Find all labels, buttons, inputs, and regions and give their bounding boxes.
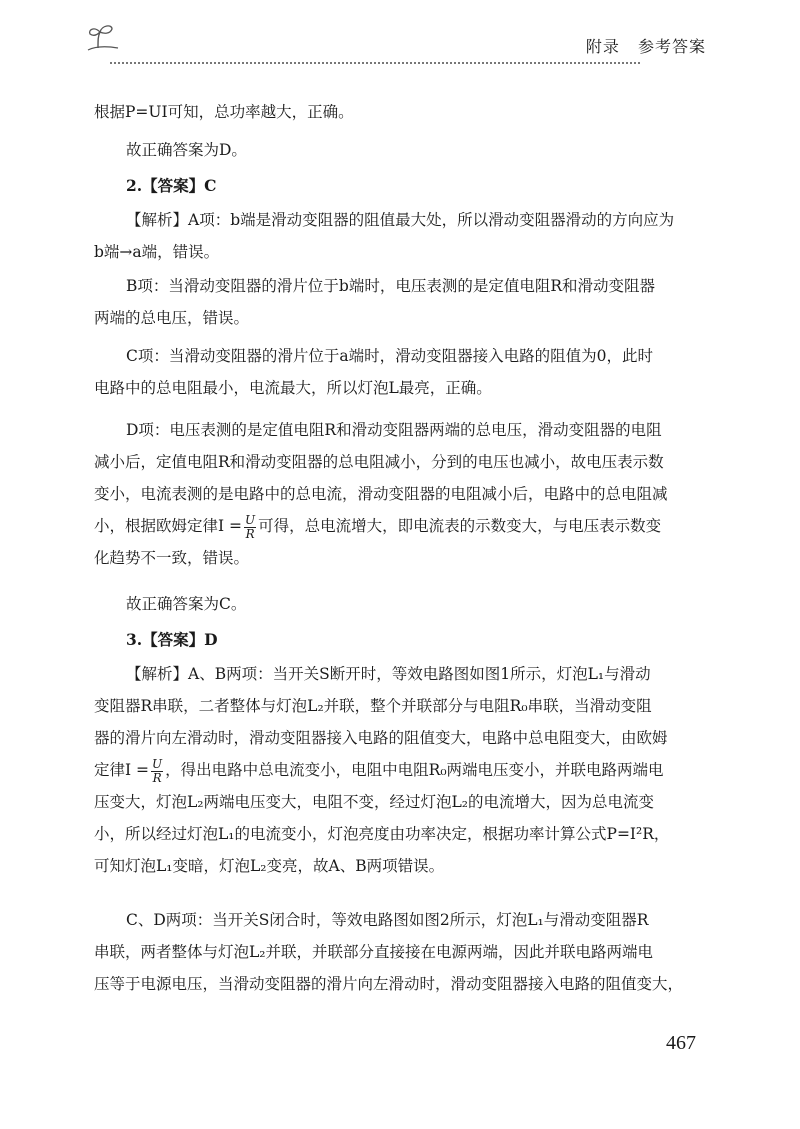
q3-analysis-ab: 【解析】A、B两项：当开关S断开时，等效电路图如图1所示，灯泡L₁与滑动 变阻器R串联，二者整体与灯泡L₂并联，整个并联部分与电阻R₀串联，当滑动变阻 器的滑片向左滑动时，滑动变阻器接入电路的阻值变大，电路中总电阻变大，由欧姆 定律I = $\frac{U}{R}$ ，得出电路中总电流变小，电阻中电阻R₀两端电压变小，并联电路两端电 压变大，灯泡L₂两端电压变大，电阻不变，经过灯泡L₂的电流增大，因为总电流变 小，所以经过灯泡L₁的电流变小，灯泡亮度由功率决定，根据功率计算公式P=I²R， 可知灯泡L₁变暗，灯泡L₂变亮，故A、B两项错误。 bbox=[126, 658, 698, 882]
ohm-law-fraction: $\frac{U}{R}$ bbox=[245, 512, 256, 541]
appendix-label: 附录 bbox=[585, 37, 620, 56]
paragraph-q1-answer: 故正确答案为D。 bbox=[126, 141, 247, 159]
q2-final-answer: 故正确答案为C。 bbox=[126, 595, 247, 613]
page-number: 467 bbox=[666, 1032, 696, 1054]
q2-analysis-d: D项：电压表测的是定值电阻R和滑动变阻器两端的总电压，滑动变阻器的电阻 减小后，定值电阻R和滑动变阻器的总电阻减小，分到的电压也减小，故电压表示数 变小，电流表测的是电路中的总电流，滑动变阻器的电阻减小后，电路中的总电阻减 小，根据欧姆定律I = $\frac{U}{R}$ 可得，总电流增大，即电流表的示数变大，与电压表示数变 化趋势不一致，错误。 bbox=[126, 414, 698, 574]
question-2-label: 2.【答案】C bbox=[126, 176, 217, 195]
ohm-law-line-2: 定律I = $\frac{U}{R}$ ，得出电路中总电流变小，电阻中电阻R₀两端电压变小，并联电路两端电 bbox=[94, 756, 664, 785]
q3-analysis-cd: C、D两项：当开关S闭合时，等效电路图如图2所示，灯泡L₁与滑动变阻器R 串联，两者整体与灯泡L₂并联，并联部分直接接在电源两端，因此并联电路两端电 压等于电源电压，当滑动变阻器的滑片向左滑动时，滑动变阻器接入电路的阻值变大， bbox=[94, 911, 684, 993]
answers-label: 参考答案 bbox=[637, 37, 706, 56]
section-title bbox=[574, 34, 706, 57]
header-rule bbox=[110, 62, 640, 64]
ohm-law-fraction-2: $\frac{U}{R}$ bbox=[152, 756, 163, 785]
q2-analysis-c: C项：当滑动变阻器的滑片位于a端时，滑动变阻器接入电路的阻值为0，此时 电路中的总电阻最小，电流最大，所以灯泡L最亮，正确。 bbox=[94, 347, 653, 397]
running-header bbox=[86, 22, 706, 58]
paragraph-power-conclusion: 根据P=UI可知，总功率越大，正确。 bbox=[94, 103, 354, 121]
q2-analysis-b: B项：当滑动变阻器的滑片位于b端时，电压表测的是定值电阻R和滑动变阻器 两端的总电压，错误。 bbox=[94, 277, 655, 327]
q2-analysis-a: 【解析】A项：b端是滑动变阻器的阻值最大处，所以滑动变阻器滑动的方向应为 b端→a端，错误。 bbox=[94, 211, 675, 261]
question-3-label: 3.【答案】D bbox=[126, 630, 218, 649]
sprout-icon bbox=[86, 22, 120, 52]
ohm-law-line: 小，根据欧姆定律I = $\frac{U}{R}$ 可得，总电流增大，即电流表的示数变大，与电压表示数变 bbox=[94, 512, 662, 541]
